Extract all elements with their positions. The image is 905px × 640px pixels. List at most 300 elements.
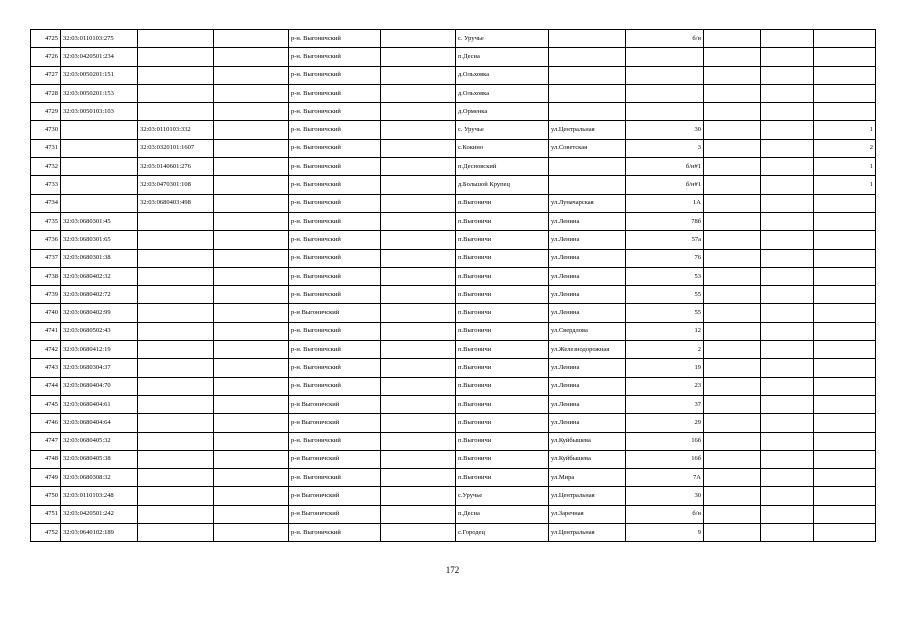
cadastral-number-2-cell [138, 377, 214, 395]
street-cell: ул.Свердлова [549, 322, 626, 340]
empty-cell [214, 103, 289, 121]
empty-cell [761, 304, 814, 322]
empty-cell [761, 48, 814, 66]
locality-cell: п.Выгоничи [456, 432, 549, 450]
cadastral-number-cell [61, 158, 138, 176]
empty-cell [704, 121, 761, 139]
empty-cell [214, 395, 289, 413]
locality-cell: с. Уручье [456, 121, 549, 139]
house-cell: 30 [626, 487, 704, 505]
locality-cell: п.Выгоничи [456, 359, 549, 377]
empty-cell [214, 286, 289, 304]
street-cell [549, 103, 626, 121]
row-number-cell: 4749 [31, 469, 61, 487]
count-cell: 1 [814, 176, 876, 194]
empty-cell [381, 432, 456, 450]
street-cell: ул.Ленина [549, 395, 626, 413]
cadastral-number-2-cell [138, 432, 214, 450]
locality-cell: д.Орменка [456, 103, 549, 121]
street-cell [549, 66, 626, 84]
empty-cell [761, 267, 814, 285]
count-cell: 2 [814, 139, 876, 157]
empty-cell [381, 341, 456, 359]
house-cell: 2 [626, 341, 704, 359]
empty-cell [761, 322, 814, 340]
empty-cell [214, 377, 289, 395]
row-number-cell: 4726 [31, 48, 61, 66]
district-cell: р-н. Выгоничский [289, 48, 381, 66]
cadastral-number-2-cell [138, 341, 214, 359]
house-cell: 19 [626, 359, 704, 377]
row-number-cell: 4736 [31, 231, 61, 249]
house-cell: 30 [626, 121, 704, 139]
table-row [31, 505, 876, 523]
table-row [31, 212, 876, 230]
empty-cell [381, 359, 456, 377]
empty-cell [704, 30, 761, 48]
cadastral-number-2-cell [138, 48, 214, 66]
cadastral-number-2-cell [138, 212, 214, 230]
cadastral-number-cell: 32:03:0420501:242 [61, 505, 138, 523]
empty-cell [381, 469, 456, 487]
empty-cell [761, 212, 814, 230]
district-cell: р-н Выгоничский [289, 304, 381, 322]
row-number-cell: 4751 [31, 505, 61, 523]
empty-cell [381, 139, 456, 157]
cadastral-number-2-cell [138, 322, 214, 340]
district-cell: р-н. Выгоничский [289, 121, 381, 139]
cadastral-number-2-cell [138, 505, 214, 523]
locality-cell: п.Десновский [456, 158, 549, 176]
count-cell [814, 359, 876, 377]
row-number-cell: 4733 [31, 176, 61, 194]
empty-cell [704, 48, 761, 66]
district-cell: р-н. Выгоничский [289, 377, 381, 395]
locality-cell: д.Ольховка [456, 84, 549, 102]
empty-cell [761, 341, 814, 359]
table-row [31, 103, 876, 121]
house-cell: 7А [626, 469, 704, 487]
street-cell: ул.Железнодорожная [549, 341, 626, 359]
cadastral-number-cell: 32:03:0680405:38 [61, 450, 138, 468]
street-cell: ул.Ленина [549, 359, 626, 377]
empty-cell [214, 359, 289, 377]
house-cell: 16б [626, 450, 704, 468]
locality-cell: с.Кокино [456, 139, 549, 157]
empty-cell [761, 487, 814, 505]
table-row [31, 377, 876, 395]
table-row [31, 304, 876, 322]
empty-cell [214, 414, 289, 432]
row-number-cell: 4748 [31, 450, 61, 468]
empty-cell [704, 139, 761, 157]
count-cell [814, 304, 876, 322]
district-cell: р-н Выгоничский [289, 487, 381, 505]
empty-cell [214, 341, 289, 359]
locality-cell: п.Выгоничи [456, 395, 549, 413]
count-cell [814, 286, 876, 304]
cadastral-number-2-cell [138, 231, 214, 249]
empty-cell [761, 30, 814, 48]
cadastral-number-2-cell [138, 84, 214, 102]
empty-cell [704, 432, 761, 450]
cadastral-number-cell: 32:03:0680404:61 [61, 395, 138, 413]
empty-cell [704, 84, 761, 102]
count-cell [814, 432, 876, 450]
cadastral-number-cell: 32:03:0640102:189 [61, 524, 138, 542]
district-cell: р-н. Выгоничский [289, 66, 381, 84]
house-cell [626, 66, 704, 84]
table-row [31, 139, 876, 157]
street-cell [549, 158, 626, 176]
table-row [31, 84, 876, 102]
empty-cell [381, 249, 456, 267]
locality-cell: с.Городец [456, 524, 549, 542]
locality-cell: д.Большой Крупец [456, 176, 549, 194]
row-number-cell: 4728 [31, 84, 61, 102]
cadastral-number-2-cell: 32:03:0110103:332 [138, 121, 214, 139]
house-cell: б/н#1 [626, 176, 704, 194]
empty-cell [381, 176, 456, 194]
empty-cell [761, 158, 814, 176]
empty-cell [704, 231, 761, 249]
row-number-cell: 4744 [31, 377, 61, 395]
row-number-cell: 4729 [31, 103, 61, 121]
row-number-cell: 4725 [31, 30, 61, 48]
table-row [31, 30, 876, 48]
count-cell [814, 48, 876, 66]
table-row [31, 194, 876, 212]
locality-cell: д.Ольховка [456, 66, 549, 84]
empty-cell [704, 286, 761, 304]
count-cell [814, 341, 876, 359]
registry-table [30, 29, 876, 542]
empty-cell [761, 231, 814, 249]
cadastral-number-2-cell [138, 30, 214, 48]
house-cell [626, 84, 704, 102]
empty-cell [761, 469, 814, 487]
table-row [31, 524, 876, 542]
empty-cell [761, 66, 814, 84]
street-cell: ул.Центральная [549, 524, 626, 542]
empty-cell [704, 212, 761, 230]
district-cell: р-н. Выгоничский [289, 469, 381, 487]
empty-cell [381, 450, 456, 468]
empty-cell [381, 304, 456, 322]
empty-cell [214, 212, 289, 230]
cadastral-number-2-cell: 32:03:0470301:108 [138, 176, 214, 194]
table-row [31, 469, 876, 487]
cadastral-number-2-cell [138, 450, 214, 468]
empty-cell [761, 121, 814, 139]
count-cell [814, 414, 876, 432]
count-cell [814, 194, 876, 212]
table-row [31, 231, 876, 249]
empty-cell [704, 505, 761, 523]
locality-cell: п.Десна [456, 505, 549, 523]
district-cell: р-н. Выгоничский [289, 432, 381, 450]
empty-cell [704, 176, 761, 194]
row-number-cell: 4750 [31, 487, 61, 505]
house-cell: 37 [626, 395, 704, 413]
cadastral-number-cell: 32:03:0680301:65 [61, 231, 138, 249]
empty-cell [214, 30, 289, 48]
cadastral-number-2-cell [138, 304, 214, 322]
empty-cell [761, 286, 814, 304]
cadastral-number-cell: 32:03:0680402:99 [61, 304, 138, 322]
count-cell [814, 450, 876, 468]
cadastral-number-2-cell [138, 267, 214, 285]
cadastral-number-cell: 32:03:0680502:43 [61, 322, 138, 340]
cadastral-number-2-cell [138, 249, 214, 267]
locality-cell: с. Уручье [456, 30, 549, 48]
empty-cell [761, 414, 814, 432]
district-cell: р-н. Выгоничский [289, 176, 381, 194]
page-number: 172 [445, 565, 460, 575]
house-cell: 9 [626, 524, 704, 542]
row-number-cell: 4731 [31, 139, 61, 157]
empty-cell [761, 432, 814, 450]
empty-cell [704, 304, 761, 322]
house-cell: 76 [626, 249, 704, 267]
empty-cell [214, 176, 289, 194]
row-number-cell: 4743 [31, 359, 61, 377]
empty-cell [381, 395, 456, 413]
empty-cell [704, 103, 761, 121]
count-cell [814, 469, 876, 487]
empty-cell [214, 487, 289, 505]
empty-cell [214, 194, 289, 212]
table-row [31, 487, 876, 505]
empty-cell [214, 48, 289, 66]
street-cell: ул.Куйбышева [549, 432, 626, 450]
district-cell: р-н. Выгоничский [289, 359, 381, 377]
cadastral-number-cell: 32:03:0680308:32 [61, 469, 138, 487]
empty-cell [381, 158, 456, 176]
locality-cell: п.Выгоничи [456, 231, 549, 249]
house-cell: 53 [626, 267, 704, 285]
cadastral-number-2-cell [138, 524, 214, 542]
locality-cell: п.Выгоничи [456, 450, 549, 468]
street-cell [549, 48, 626, 66]
table-row [31, 322, 876, 340]
empty-cell [381, 194, 456, 212]
empty-cell [214, 469, 289, 487]
table-row [31, 121, 876, 139]
cadastral-number-cell: 32:03:0050201:153 [61, 84, 138, 102]
cadastral-number-cell: 32:03:0680405:32 [61, 432, 138, 450]
house-cell: 3 [626, 139, 704, 157]
table-row [31, 341, 876, 359]
table-body [31, 30, 876, 542]
empty-cell [704, 322, 761, 340]
empty-cell [704, 450, 761, 468]
table-row [31, 158, 876, 176]
empty-cell [381, 286, 456, 304]
street-cell: ул.Ленина [549, 267, 626, 285]
district-cell: р-н. Выгоничский [289, 158, 381, 176]
empty-cell [704, 341, 761, 359]
row-number-cell: 4740 [31, 304, 61, 322]
empty-cell [704, 359, 761, 377]
cadastral-number-cell [61, 139, 138, 157]
cadastral-number-2-cell [138, 414, 214, 432]
empty-cell [761, 450, 814, 468]
district-cell: р-н Выгоничский [289, 450, 381, 468]
cadastral-number-2-cell [138, 66, 214, 84]
house-cell: 16б [626, 432, 704, 450]
house-cell: б/н [626, 30, 704, 48]
count-cell [814, 212, 876, 230]
table-row [31, 414, 876, 432]
house-cell: б/н#1 [626, 158, 704, 176]
locality-cell: п.Выгоничи [456, 469, 549, 487]
locality-cell: с.Уручье [456, 487, 549, 505]
count-cell [814, 505, 876, 523]
house-cell: 55 [626, 304, 704, 322]
empty-cell [761, 524, 814, 542]
cadastral-number-2-cell [138, 487, 214, 505]
empty-cell [214, 432, 289, 450]
street-cell: ул.Ленина [549, 212, 626, 230]
empty-cell [704, 66, 761, 84]
empty-cell [381, 121, 456, 139]
row-number-cell: 4737 [31, 249, 61, 267]
cadastral-number-cell: 32:03:0680304:37 [61, 359, 138, 377]
locality-cell: п.Выгоничи [456, 212, 549, 230]
empty-cell [761, 84, 814, 102]
street-cell: ул.Мира [549, 469, 626, 487]
cadastral-number-cell: 32:03:0680402:72 [61, 286, 138, 304]
district-cell: р-н. Выгоничский [289, 286, 381, 304]
row-number-cell: 4745 [31, 395, 61, 413]
empty-cell [214, 231, 289, 249]
empty-cell [214, 139, 289, 157]
empty-cell [704, 249, 761, 267]
table-row [31, 432, 876, 450]
empty-cell [761, 377, 814, 395]
district-cell: р-н. Выгоничский [289, 322, 381, 340]
district-cell: р-н. Выгоничский [289, 194, 381, 212]
locality-cell: п.Выгоничи [456, 286, 549, 304]
empty-cell [704, 194, 761, 212]
empty-cell [704, 267, 761, 285]
row-number-cell: 4738 [31, 267, 61, 285]
empty-cell [704, 158, 761, 176]
house-cell: 55 [626, 286, 704, 304]
empty-cell [214, 267, 289, 285]
empty-cell [761, 505, 814, 523]
empty-cell [381, 377, 456, 395]
empty-cell [704, 487, 761, 505]
street-cell: ул.Ленина [549, 249, 626, 267]
count-cell: 1 [814, 121, 876, 139]
empty-cell [381, 322, 456, 340]
empty-cell [704, 377, 761, 395]
empty-cell [381, 414, 456, 432]
count-cell [814, 322, 876, 340]
table-row [31, 395, 876, 413]
empty-cell [381, 231, 456, 249]
cadastral-number-2-cell [138, 469, 214, 487]
locality-cell: п.Выгоничи [456, 267, 549, 285]
count-cell [814, 84, 876, 102]
district-cell: р-н. Выгоничский [289, 231, 381, 249]
row-number-cell: 4739 [31, 286, 61, 304]
cadastral-number-cell: 32:03:0050103:103 [61, 103, 138, 121]
cadastral-number-cell [61, 176, 138, 194]
count-cell [814, 30, 876, 48]
district-cell: р-н. Выгоничский [289, 524, 381, 542]
empty-cell [761, 103, 814, 121]
table-row [31, 267, 876, 285]
row-number-cell: 4747 [31, 432, 61, 450]
empty-cell [214, 524, 289, 542]
empty-cell [381, 66, 456, 84]
empty-cell [214, 505, 289, 523]
house-cell: 23 [626, 377, 704, 395]
cadastral-number-2-cell [138, 286, 214, 304]
locality-cell: п.Выгоничи [456, 304, 549, 322]
empty-cell [214, 249, 289, 267]
cadastral-number-cell: 32:03:0680301:38 [61, 249, 138, 267]
cadastral-number-cell [61, 121, 138, 139]
row-number-cell: 4730 [31, 121, 61, 139]
district-cell: р-н Выгоничский [289, 395, 381, 413]
table-row [31, 359, 876, 377]
house-cell: 12 [626, 322, 704, 340]
district-cell: р-н. Выгоничский [289, 341, 381, 359]
cadastral-number-2-cell: 32:03:0680403:498 [138, 194, 214, 212]
empty-cell [381, 212, 456, 230]
cadastral-number-cell: 32:03:0680402:32 [61, 267, 138, 285]
locality-cell: п.Выгоничи [456, 341, 549, 359]
street-cell: ул.Ленина [549, 286, 626, 304]
empty-cell [761, 194, 814, 212]
count-cell: 1 [814, 158, 876, 176]
street-cell: ул.Центральная [549, 487, 626, 505]
house-cell: 78б [626, 212, 704, 230]
row-number-cell: 4727 [31, 66, 61, 84]
street-cell: ул.Ленина [549, 304, 626, 322]
district-cell: р-н Выгоничский [289, 414, 381, 432]
district-cell: р-н. Выгоничский [289, 103, 381, 121]
district-cell: р-н. Выгоничский [289, 267, 381, 285]
cadastral-number-cell: 32:03:0420501:234 [61, 48, 138, 66]
locality-cell: п.Выгоничи [456, 414, 549, 432]
street-cell: ул.Центральная [549, 121, 626, 139]
house-cell: 57а [626, 231, 704, 249]
empty-cell [761, 395, 814, 413]
empty-cell [381, 505, 456, 523]
cadastral-number-cell: 32:03:0110103:275 [61, 30, 138, 48]
street-cell [549, 84, 626, 102]
cadastral-number-2-cell [138, 103, 214, 121]
house-cell: б/н [626, 505, 704, 523]
empty-cell [381, 48, 456, 66]
empty-cell [214, 66, 289, 84]
street-cell: ул.Куйбышева [549, 450, 626, 468]
empty-cell [381, 487, 456, 505]
row-number-cell: 4734 [31, 194, 61, 212]
cadastral-number-cell: 32:03:0680404:70 [61, 377, 138, 395]
district-cell: р-н. Выгоничский [289, 212, 381, 230]
empty-cell [214, 84, 289, 102]
table-row [31, 450, 876, 468]
table-row [31, 286, 876, 304]
empty-cell [704, 524, 761, 542]
empty-cell [381, 84, 456, 102]
